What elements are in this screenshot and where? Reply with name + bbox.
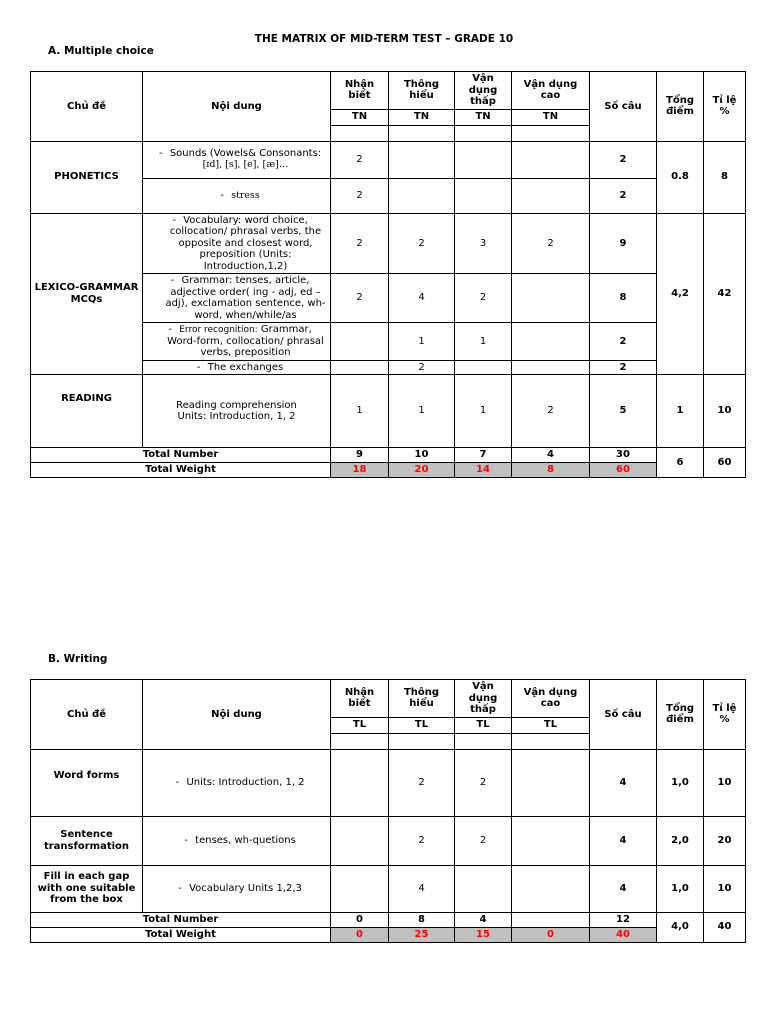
cell-ratio: 8	[704, 141, 746, 213]
header-high-application: Vận dụng cao	[512, 72, 590, 110]
table-row	[31, 213, 746, 274]
weight-sc: 60	[590, 463, 657, 478]
cell-score: 2,0	[657, 816, 704, 865]
cell-score: 1,0	[657, 749, 704, 816]
cell-vdc	[512, 816, 590, 865]
total-score: 4,0	[657, 912, 704, 942]
total-vdt: 7	[455, 448, 512, 463]
header-content: Nội dung	[143, 680, 331, 750]
header-total-score: Tổng điểm	[657, 680, 704, 750]
cell-ratio: 10	[704, 749, 746, 816]
total-weight-label: Total Weight	[31, 463, 331, 478]
table-row	[31, 375, 746, 448]
content-cell: - Sounds (Vowels& Consonants: [ɪd], [s], [e], [æ]…	[143, 141, 331, 178]
cell-sc: 2	[590, 360, 657, 375]
cell-sc: 4	[590, 749, 657, 816]
cell-sc: 2	[590, 323, 657, 361]
total-vdc	[512, 912, 590, 927]
weight-sc: 40	[590, 927, 657, 942]
topic-phonetics: PHONETICS	[31, 141, 143, 213]
table-row	[31, 816, 746, 865]
header-row	[31, 680, 746, 718]
cell-sc: 4	[590, 816, 657, 865]
content-cell: - tenses, wh-quetions	[143, 816, 331, 865]
cell-nb	[331, 749, 389, 816]
total-number-row	[31, 912, 746, 927]
cell-nb: 2	[331, 213, 389, 274]
cell-vdc	[512, 178, 590, 213]
content-cell: - Vocabulary: word choice, collocation/ phrasal verbs, the opposite and closest word, preposition (Units: Introduction,1,2)	[143, 213, 331, 274]
cell-vdt: 1	[455, 375, 512, 448]
cell-nb: 2	[331, 141, 389, 178]
cell-th: 2	[389, 360, 455, 375]
total-number-label: Total Number	[31, 912, 331, 927]
cell-vdt: 3	[455, 213, 512, 274]
cell-vdt	[455, 360, 512, 375]
cell-nb	[331, 816, 389, 865]
multiple-choice-matrix	[30, 71, 746, 478]
cell-vdt: 2	[455, 274, 512, 323]
cell-sc: 4	[590, 865, 657, 912]
total-vdt: 4	[455, 912, 512, 927]
content-cell: - Grammar: tenses, article, adjective order( ing - adj, ed – adj), exclamation sentence, wh-word, when/while/as	[143, 274, 331, 323]
total-sc: 30	[590, 448, 657, 463]
subheader-tn: TN	[389, 109, 455, 125]
total-sc: 12	[590, 912, 657, 927]
total-weight-label: Total Weight	[31, 927, 331, 942]
topic-sentence-transformation: Sentence transformation	[31, 816, 143, 865]
cell-vdt	[455, 865, 512, 912]
header-row	[31, 72, 746, 110]
content-cell: - Error recognition: Grammar, Word-form, collocation/ phrasal verbs, preposition	[143, 323, 331, 361]
cell-sc: 2	[590, 141, 657, 178]
cell-score: 0.8	[657, 141, 704, 213]
cell-sc: 9	[590, 213, 657, 274]
cell-nb	[331, 323, 389, 361]
cell-vdc	[512, 865, 590, 912]
cell-vdt: 2	[455, 749, 512, 816]
subheader-tl: TL	[455, 717, 512, 733]
subheader-tn: TN	[331, 109, 389, 125]
cell-vdt	[455, 141, 512, 178]
cell-sc: 5	[590, 375, 657, 448]
cell-ratio: 42	[704, 213, 746, 375]
cell-vdc	[512, 360, 590, 375]
cell-ratio: 10	[704, 375, 746, 448]
weight-nb: 0	[331, 927, 389, 942]
weight-th: 20	[389, 463, 455, 478]
cell-sc: 2	[590, 178, 657, 213]
cell-th: 2	[389, 749, 455, 816]
subheader-tn: TN	[455, 109, 512, 125]
cell-th: 1	[389, 323, 455, 361]
subheader-tn: TN	[512, 109, 590, 125]
cell-score: 1	[657, 375, 704, 448]
content-cell: - The exchanges	[143, 360, 331, 375]
total-ratio: 60	[704, 448, 746, 478]
weight-th: 25	[389, 927, 455, 942]
header-high-application: Vận dụng cao	[512, 680, 590, 718]
header-topic: Chủ đề	[31, 72, 143, 142]
header-num-questions: Số câu	[590, 72, 657, 142]
total-number-row	[31, 448, 746, 463]
subheader-tl: TL	[331, 717, 389, 733]
total-ratio: 40	[704, 912, 746, 942]
header-recognition: Nhận biết	[331, 72, 389, 110]
header-low-application: Vận dụng thấp	[455, 680, 512, 718]
cell-th: 1	[389, 375, 455, 448]
weight-vdt: 14	[455, 463, 512, 478]
table-row	[31, 141, 746, 178]
content-cell: Reading comprehension Units: Introduction, 1, 2	[143, 375, 331, 448]
weight-nb: 18	[331, 463, 389, 478]
topic-word-forms: Word forms	[31, 749, 143, 816]
cell-vdc	[512, 323, 590, 361]
total-th: 10	[389, 448, 455, 463]
table-row	[31, 749, 746, 816]
cell-th: 2	[389, 816, 455, 865]
cell-vdc	[512, 749, 590, 816]
section-b-heading: B. Writing	[48, 653, 108, 665]
total-th: 8	[389, 912, 455, 927]
cell-vdc: 2	[512, 375, 590, 448]
cell-vdc	[512, 274, 590, 323]
header-low-application: Vận dụng thấp	[455, 72, 512, 110]
topic-lexico-grammar: LEXICO-GRAMMAR MCQs	[31, 213, 143, 375]
cell-th: 2	[389, 213, 455, 274]
table-row	[31, 865, 746, 912]
topic-reading: READING	[31, 375, 143, 448]
total-nb: 0	[331, 912, 389, 927]
content-cell: - Vocabulary Units 1,2,3	[143, 865, 331, 912]
cell-nb	[331, 865, 389, 912]
cell-ratio: 10	[704, 865, 746, 912]
cell-nb: 1	[331, 375, 389, 448]
weight-vdt: 15	[455, 927, 512, 942]
weight-vdc: 0	[512, 927, 590, 942]
content-cell: - Units: Introduction, 1, 2	[143, 749, 331, 816]
document-title: THE MATRIX OF MID-TERM TEST – GRADE 10	[254, 33, 514, 45]
section-a-heading: A. Multiple choice	[48, 45, 154, 57]
cell-nb: 2	[331, 274, 389, 323]
cell-vdt: 1	[455, 323, 512, 361]
cell-vdc	[512, 141, 590, 178]
subheader-tl: TL	[512, 717, 590, 733]
header-understanding: Thông hiểu	[389, 680, 455, 718]
cell-vdt: 2	[455, 816, 512, 865]
cell-score: 4,2	[657, 213, 704, 375]
total-vdc: 4	[512, 448, 590, 463]
cell-th: 4	[389, 865, 455, 912]
total-score: 6	[657, 448, 704, 478]
cell-th: 4	[389, 274, 455, 323]
header-topic: Chủ đề	[31, 680, 143, 750]
cell-sc: 8	[590, 274, 657, 323]
header-recognition: Nhận biết	[331, 680, 389, 718]
cell-th	[389, 141, 455, 178]
cell-nb	[331, 360, 389, 375]
header-ratio: Tỉ lệ %	[704, 680, 746, 750]
header-ratio: Tỉ lệ %	[704, 72, 746, 142]
cell-nb: 2	[331, 178, 389, 213]
header-content: Nội dung	[143, 72, 331, 142]
subheader-tl: TL	[389, 717, 455, 733]
total-number-label: Total Number	[31, 448, 331, 463]
cell-vdc: 2	[512, 213, 590, 274]
cell-vdt	[455, 178, 512, 213]
topic-fill-in-gap: Fill in each gap with one suitable from the box	[31, 865, 143, 912]
total-weight-row	[31, 927, 746, 942]
header-understanding: Thông hiểu	[389, 72, 455, 110]
weight-vdc: 8	[512, 463, 590, 478]
header-num-questions: Số câu	[590, 680, 657, 750]
writing-matrix	[30, 679, 746, 943]
cell-score: 1,0	[657, 865, 704, 912]
total-weight-row	[31, 463, 746, 478]
cell-ratio: 20	[704, 816, 746, 865]
header-total-score: Tổng điểm	[657, 72, 704, 142]
cell-th	[389, 178, 455, 213]
total-nb: 9	[331, 448, 389, 463]
content-cell: - stress	[143, 178, 331, 213]
